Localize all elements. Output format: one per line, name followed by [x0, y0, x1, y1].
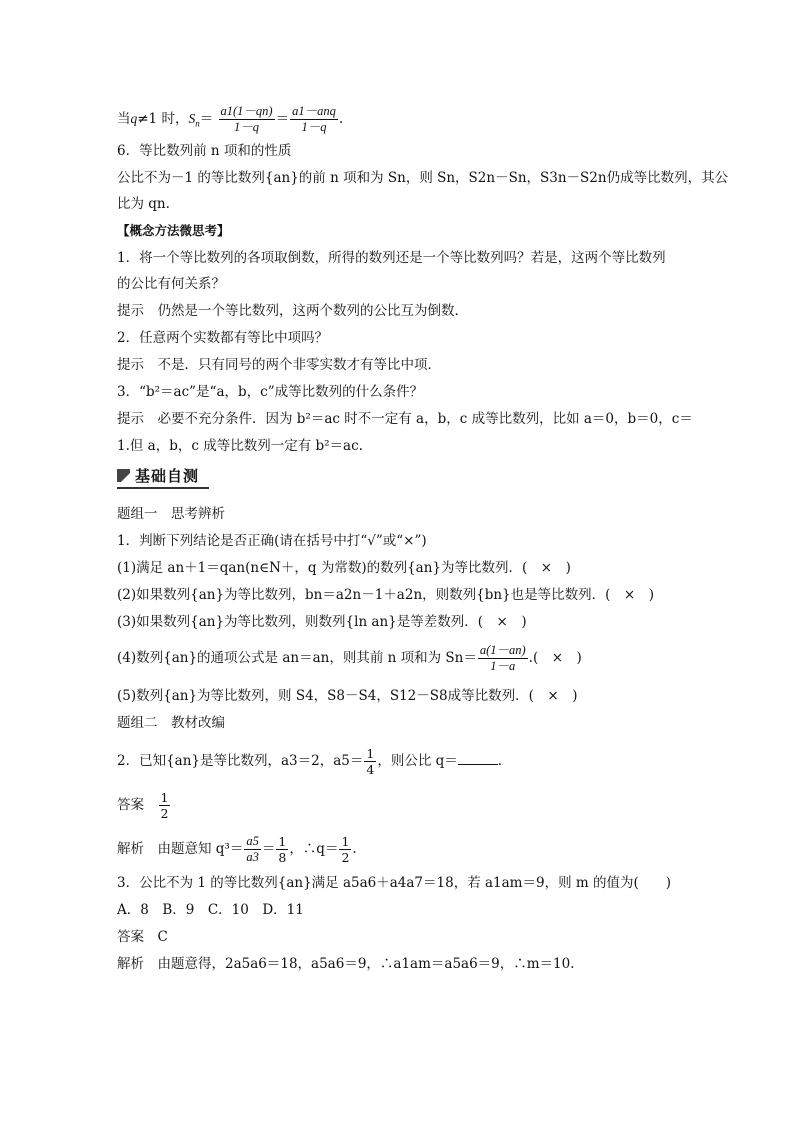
solution-2-fraction-2-den: 8 — [278, 850, 287, 865]
question-3: 3．“b²＝ac”是“a，b，c”成等比数列的什么条件？ — [117, 384, 424, 400]
text-when: 当 — [117, 111, 131, 127]
sum-formula-line: 当q≠1 时，$S_n=$ $\frac{a1(1-qn)}{1-q}$ ＝ $\frac{\text{a1－anq}}{1-q}$ . — [117, 104, 344, 134]
solution-label: 解析 — [117, 841, 144, 857]
problem-2: 2．已知{an}是等比数列，a3＝2，a5＝ $\frac{1}{4}$ ，则公比 q＝ . — [117, 746, 503, 777]
hint-2: 提示 不是．只有同号的两个非零实数才有等比中项． — [117, 357, 441, 373]
answer-2-denominator: 2 — [160, 806, 169, 821]
fraction-2-denominator: 1－q — [301, 120, 327, 134]
solution-label: 解析 — [117, 956, 144, 972]
answer-2-numerator: 1 — [160, 790, 169, 805]
property-text-1: 公比不为－1 的等比数列{an}的前 n 项和为 Sn，则 Sn，S2n－Sn，S3n－S2n仍成等比数列，其公 — [117, 170, 729, 186]
equals-sign: ＝ — [261, 841, 276, 857]
statement-4-answer: .( × ) — [528, 650, 582, 666]
question-2: 2．任意两个实数都有等比中项吗？ — [117, 330, 329, 346]
answer-label: 答案 — [117, 797, 144, 813]
problem-2-text: 2．已知{an}是等比数列，a3＝2，a5＝ — [117, 753, 364, 769]
solution-2-fraction-2 — [276, 834, 288, 865]
problem-2-denominator: 4 — [366, 762, 375, 777]
problem-3: 3．公比不为 1 的等比数列{an}满足 a5a6＋a4a7＝18，若 a1am＝9，则 m 的值为( ) — [117, 875, 671, 891]
answer-3-value: C — [157, 929, 168, 945]
statement-4-fraction — [478, 643, 528, 674]
solution-2: 解析 由题意知 q³＝ $\frac{a5}{a3}$ ＝ $\frac{1}{8}$ ，∴q＝ $\frac{1}{2}$ . — [117, 834, 357, 865]
fraction-1-denominator: 1－q — [234, 120, 260, 134]
concept-heading: 【概念方法微思考】 — [117, 223, 230, 238]
hint-3-line-1: 提示 必要不充分条件．因为 b²＝ac 时不一定有 a，b，c 成等比数列，比如 a＝0，b＝0，c＝ — [117, 411, 693, 427]
solution-2-fraction-2-num: 1 — [278, 834, 287, 849]
fraction-1-numerator: a1(1－qn) — [220, 104, 273, 118]
fraction-2-numerator: a1－anq — [292, 104, 336, 118]
solution-2-fraction-3 — [339, 834, 351, 865]
fraction-1 — [219, 104, 275, 135]
solution-2-fraction-1-num: a5 — [246, 834, 259, 848]
problem-3-options: A．8 B．9 C．10 D．11 — [117, 902, 304, 918]
statement-1: (1)满足 an＋1＝qan(n∈N＋，q 为常数)的数列{an}为等比数列．( × ) — [117, 560, 571, 576]
hint-1: 提示 仍然是一个等比数列，这两个数列的公比互为倒数． — [117, 303, 468, 319]
text-neq: ≠1 时， — [137, 111, 189, 127]
solution-2-fraction-3-num: 1 — [341, 834, 350, 849]
var-q: q — [130, 111, 138, 126]
problem-2-numerator: 1 — [366, 746, 375, 761]
section-header — [117, 465, 199, 486]
solution-2-therefore: ，∴q＝ — [289, 841, 339, 857]
statement-3: (3)如果数列{an}为等比数列，则数列{ln an}是等差数列．( × ) — [117, 614, 527, 630]
problem-2-question: ，则公比 q＝ — [377, 753, 458, 769]
solution-3-text: 由题意得，2a5a6＝18，a5a6＝9，∴a1am＝a5a6＝9，∴m＝10. — [157, 956, 575, 972]
solution-2-text: 由题意知 q³＝ — [157, 841, 244, 857]
statement-4 — [117, 641, 582, 675]
group-1-heading: 题组一 思考辨析 — [117, 506, 225, 522]
answer-3 — [117, 927, 168, 947]
problem-2-fraction — [364, 746, 376, 777]
statement-2: (2)如果数列{an}为等比数列，bn＝a2n－1＋a2n，则数列{bn}也是等比数列．( × ) — [117, 587, 654, 603]
property-text-2: 比为 qn. — [117, 196, 170, 212]
judge-intro: 1．判断下列结论是否正确(请在括号中打“√”或“×”) — [117, 533, 427, 549]
solution-2-fraction-1-den: a3 — [246, 850, 259, 864]
var-S: S — [188, 111, 196, 126]
solution-2-fraction-3-den: 2 — [341, 850, 350, 865]
statement-5: (5)数列{an}为等比数列，则 S4，S8－S4，S12－S8成等比数列．( × ) — [117, 688, 578, 704]
solution-3 — [117, 954, 575, 974]
section-6-heading: 6．等比数列前 n 项和的性质 — [117, 143, 292, 159]
question-1-line-1: 1．将一个等比数列的各项取倒数，所得的数列还是一个等比数列吗？若是，这两个等比数列 — [117, 250, 666, 266]
section-underline — [117, 487, 209, 489]
statement-4-text: (4)数列{an}的通项公式是 an＝an，则其前 n 项和为 Sn＝ — [117, 650, 477, 666]
answer-2 — [117, 788, 171, 822]
statement-4-denominator: 1－a — [490, 659, 516, 673]
answer-2-fraction — [159, 790, 171, 821]
group-2-heading: 题组二 教材改编 — [117, 715, 225, 731]
hint-3-line-2: 1.但 a，b，c 成等比数列一定有 b²＝ac. — [117, 438, 363, 454]
solution-2-fraction-1 — [244, 834, 261, 865]
section-title: 基础自测 — [135, 467, 200, 485]
fraction-2 — [290, 104, 338, 135]
question-1-line-2: 的公比有何关系？ — [117, 276, 225, 292]
answer-blank — [458, 750, 498, 765]
section-square-icon — [117, 469, 130, 482]
answer-label: 答案 — [117, 929, 144, 945]
equals-sign: ＝ — [199, 111, 214, 127]
statement-4-numerator: a(1－an) — [479, 643, 526, 657]
